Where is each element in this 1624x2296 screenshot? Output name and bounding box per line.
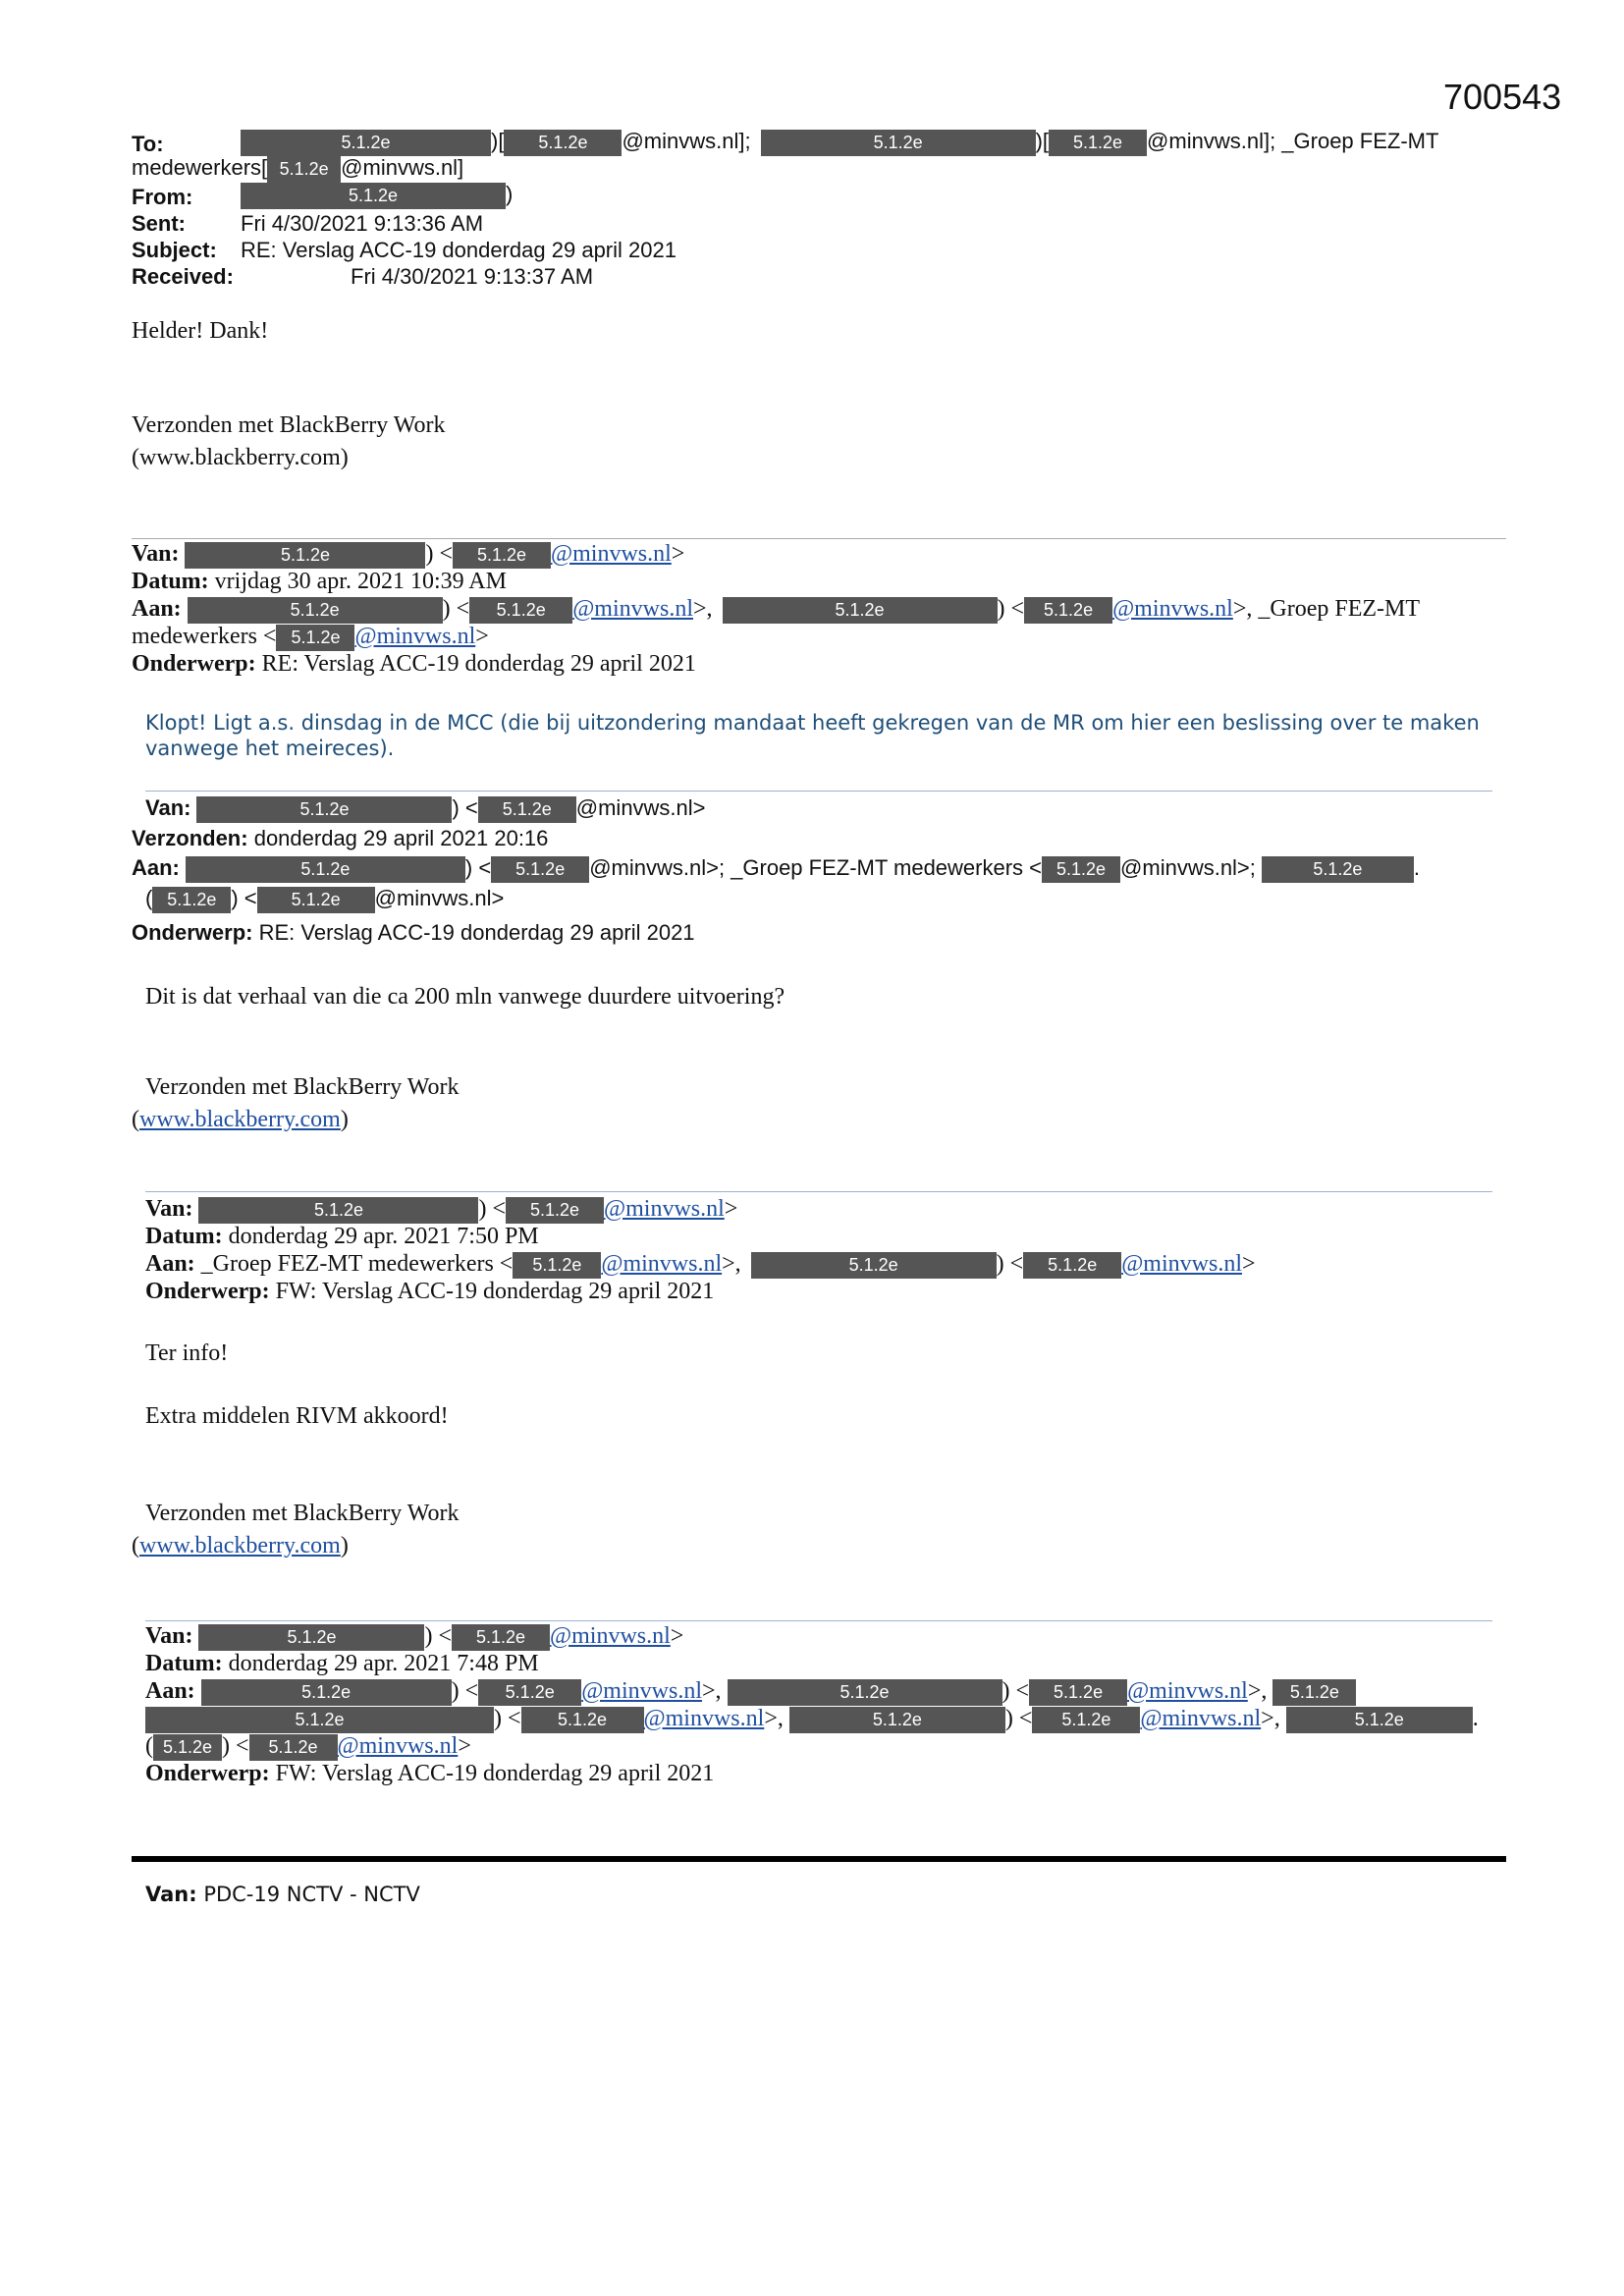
email-link[interactable]: @minvws.nl (1112, 596, 1233, 622)
redaction-box: 5.1.2e (1024, 597, 1112, 624)
divider (145, 1191, 1492, 1192)
redaction-box: 5.1.2e (185, 542, 425, 569)
to-line-2: medewerkers[ 5.1.2e @minvws.nl] (132, 155, 463, 183)
onderwerp-line: Onderwerp: FW: Verslag ACC-19 donderdag 29 april 2021 (145, 1761, 715, 1786)
redaction-box: 5.1.2e (241, 130, 491, 156)
blackberry-link[interactable]: www.blackberry.com (139, 1533, 341, 1558)
email-link[interactable]: @minvws.nl (1127, 1678, 1248, 1704)
redaction-box: 5.1.2e (723, 597, 998, 624)
redaction-box: 5.1.2e (201, 1679, 452, 1706)
redaction-box: 5.1.2e (504, 130, 622, 156)
redaction-box: 5.1.2e (478, 1679, 581, 1706)
van-line: Van: 5.1.2e ) < 5.1.2e @minvws.nl> (145, 795, 706, 823)
to-line-1: 5.1.2e )[ 5.1.2e @minvws.nl]; 5.1.2e )[ 5.1.2e @minvws.nl]; _Groep FEZ-MT (241, 129, 1438, 156)
datum-line: Datum: donderdag 29 apr. 2021 7:50 PM (145, 1224, 539, 1249)
signature-line: Verzonden met BlackBerry Work (145, 1074, 460, 1100)
divider (145, 1620, 1492, 1621)
signature-line: Verzonden met BlackBerry Work (132, 412, 446, 438)
aan-line: Aan: 5.1.2e ) < 5.1.2e @minvws.nl>, 5.1.2e ) < 5.1.2e @minvws.nl>, _Groep FEZ-MT (132, 596, 1421, 622)
redaction-box: 5.1.2e (513, 1252, 601, 1279)
email-link[interactable]: @minvws.nl (551, 541, 672, 567)
van-line: Van: 5.1.2e ) < 5.1.2e @minvws.nl> (132, 541, 685, 567)
redaction-box: 5.1.2e (145, 1707, 494, 1733)
signature-link-line: (www.blackberry.com) (132, 1107, 349, 1132)
redaction-box: 5.1.2e (1049, 130, 1147, 156)
redaction-box: 5.1.2e (491, 856, 589, 883)
email-link[interactable]: @minvws.nl (1140, 1706, 1262, 1731)
aan-line: Aan: 5.1.2e ) < 5.1.2e @minvws.nl>, 5.1.2e ) < 5.1.2e @minvws.nl>, 5.1.2e (145, 1678, 1356, 1706)
van-line: Van: PDC-19 NCTV - NCTV (145, 1883, 420, 1906)
redaction-box: 5.1.2e (789, 1707, 1005, 1733)
divider (132, 538, 1506, 539)
email-link[interactable]: @minvws.nl (581, 1678, 702, 1704)
redaction-box: 5.1.2e (1272, 1679, 1356, 1706)
email-link[interactable]: @minvws.nl (354, 624, 476, 649)
onderwerp-line: Onderwerp: RE: Verslag ACC-19 donderdag 29 april 2021 (132, 920, 695, 945)
redaction-box: 5.1.2e (1023, 1252, 1121, 1279)
redaction-box: 5.1.2e (1286, 1707, 1473, 1733)
datum-line: Datum: donderdag 29 apr. 2021 7:48 PM (145, 1651, 539, 1676)
redaction-box: 5.1.2e (452, 1624, 550, 1651)
subject-value: RE: Verslag ACC-19 donderdag 29 april 2021 (241, 238, 677, 262)
to-label: To: (132, 132, 164, 156)
redaction-box: 5.1.2e (728, 1679, 1002, 1706)
received-value: Fri 4/30/2021 9:13:37 AM (351, 264, 594, 289)
verzonden-line: Verzonden: donderdag 29 april 2021 20:16 (132, 826, 549, 850)
aan-line-2: medewerkers < 5.1.2e @minvws.nl> (132, 624, 489, 649)
redaction-box: 5.1.2e (478, 796, 576, 823)
from-label: From: (132, 185, 193, 209)
redaction-box: 5.1.2e (521, 1707, 644, 1733)
message-body-line: vanwege het meireces). (145, 737, 395, 760)
signature-link-line: (www.blackberry.com) (132, 1533, 349, 1558)
datum-line: Datum: vrijdag 30 apr. 2021 10:39 AM (132, 569, 507, 594)
email-link[interactable]: @minvws.nl (337, 1733, 459, 1759)
subject-label: Subject: (132, 238, 217, 262)
email-link[interactable]: @minvws.nl (572, 596, 693, 622)
redaction-box: 5.1.2e (267, 156, 341, 183)
email-link[interactable]: @minvws.nl (601, 1251, 723, 1277)
divider (145, 791, 1492, 792)
redaction-box: 5.1.2e (188, 597, 443, 624)
email-link[interactable]: @minvws.nl (643, 1706, 765, 1731)
van-line: Van: 5.1.2e ) < 5.1.2e @minvws.nl> (145, 1196, 738, 1222)
blackberry-link[interactable]: www.blackberry.com (139, 1107, 341, 1132)
message-body: Ter info! (145, 1340, 229, 1366)
redaction-box: 5.1.2e (506, 1197, 604, 1224)
email-link[interactable]: @minvws.nl (604, 1196, 725, 1222)
redaction-box: 5.1.2e (186, 856, 465, 883)
signature-link: (www.blackberry.com) (132, 445, 349, 470)
thick-divider (132, 1856, 1506, 1862)
from-value: 5.1.2e ) (241, 182, 513, 209)
redaction-box: 5.1.2e (276, 625, 354, 651)
redaction-box: 5.1.2e (1262, 856, 1414, 883)
redaction-box: 5.1.2e (1042, 856, 1120, 883)
message-body: Helder! Dank! (132, 318, 269, 344)
redaction-box: 5.1.2e (198, 1624, 424, 1651)
email-link[interactable]: @minvws.nl (1121, 1251, 1242, 1277)
aan-line: Aan: _Groep FEZ-MT medewerkers < 5.1.2e @minvws.nl>, 5.1.2e ) < 5.1.2e @minvws.nl> (145, 1251, 1256, 1277)
onderwerp-line: Onderwerp: FW: Verslag ACC-19 donderdag 29 april 2021 (145, 1279, 715, 1304)
redaction-box: 5.1.2e (453, 542, 551, 569)
redaction-box: 5.1.2e (241, 183, 506, 209)
redaction-box: 5.1.2e (196, 796, 452, 823)
aan-line-2: ( 5.1.2e ) < 5.1.2e @minvws.nl> (145, 886, 504, 913)
received-label: Received: (132, 264, 234, 289)
redaction-box: 5.1.2e (751, 1252, 997, 1279)
aan-line-2: 5.1.2e ) < 5.1.2e @minvws.nl>, 5.1.2e ) < 5.1.2e @minvws.nl>, 5.1.2e . (145, 1706, 1479, 1733)
redaction-box: 5.1.2e (257, 887, 375, 913)
signature-line: Verzonden met BlackBerry Work (145, 1501, 460, 1526)
email-link[interactable]: @minvws.nl (550, 1623, 671, 1649)
sent-value: Fri 4/30/2021 9:13:36 AM (241, 211, 484, 236)
redaction-box: 5.1.2e (1029, 1679, 1127, 1706)
sent-label: Sent: (132, 211, 186, 236)
redaction-box: 5.1.2e (1032, 1707, 1140, 1733)
redaction-box: 5.1.2e (153, 1734, 222, 1761)
redaction-box: 5.1.2e (198, 1197, 478, 1224)
message-body: Dit is dat verhaal van die ca 200 mln vanwege duurdere uitvoering? (145, 984, 785, 1010)
redaction-box: 5.1.2e (761, 130, 1036, 156)
message-body: Extra middelen RIVM akkoord! (145, 1403, 449, 1429)
message-body-line: Klopt! Ligt a.s. dinsdag in de MCC (die bij uitzondering mandaat heeft gekregen van de MR om hier een beslissing over te maken (145, 711, 1480, 735)
redaction-box: 5.1.2e (152, 887, 231, 913)
aan-line-3: ( 5.1.2e ) < 5.1.2e @minvws.nl> (145, 1733, 471, 1759)
document-number: 700543 (1443, 77, 1562, 117)
onderwerp-line: Onderwerp: RE: Verslag ACC-19 donderdag 29 april 2021 (132, 651, 696, 677)
aan-line: Aan: 5.1.2e ) < 5.1.2e @minvws.nl>; _Groep FEZ-MT medewerkers < 5.1.2e @minvws.nl>; 5.1.2e . (132, 855, 1420, 883)
redaction-box: 5.1.2e (469, 597, 572, 624)
van-line: Van: 5.1.2e ) < 5.1.2e @minvws.nl> (145, 1623, 684, 1649)
redaction-box: 5.1.2e (249, 1734, 338, 1761)
